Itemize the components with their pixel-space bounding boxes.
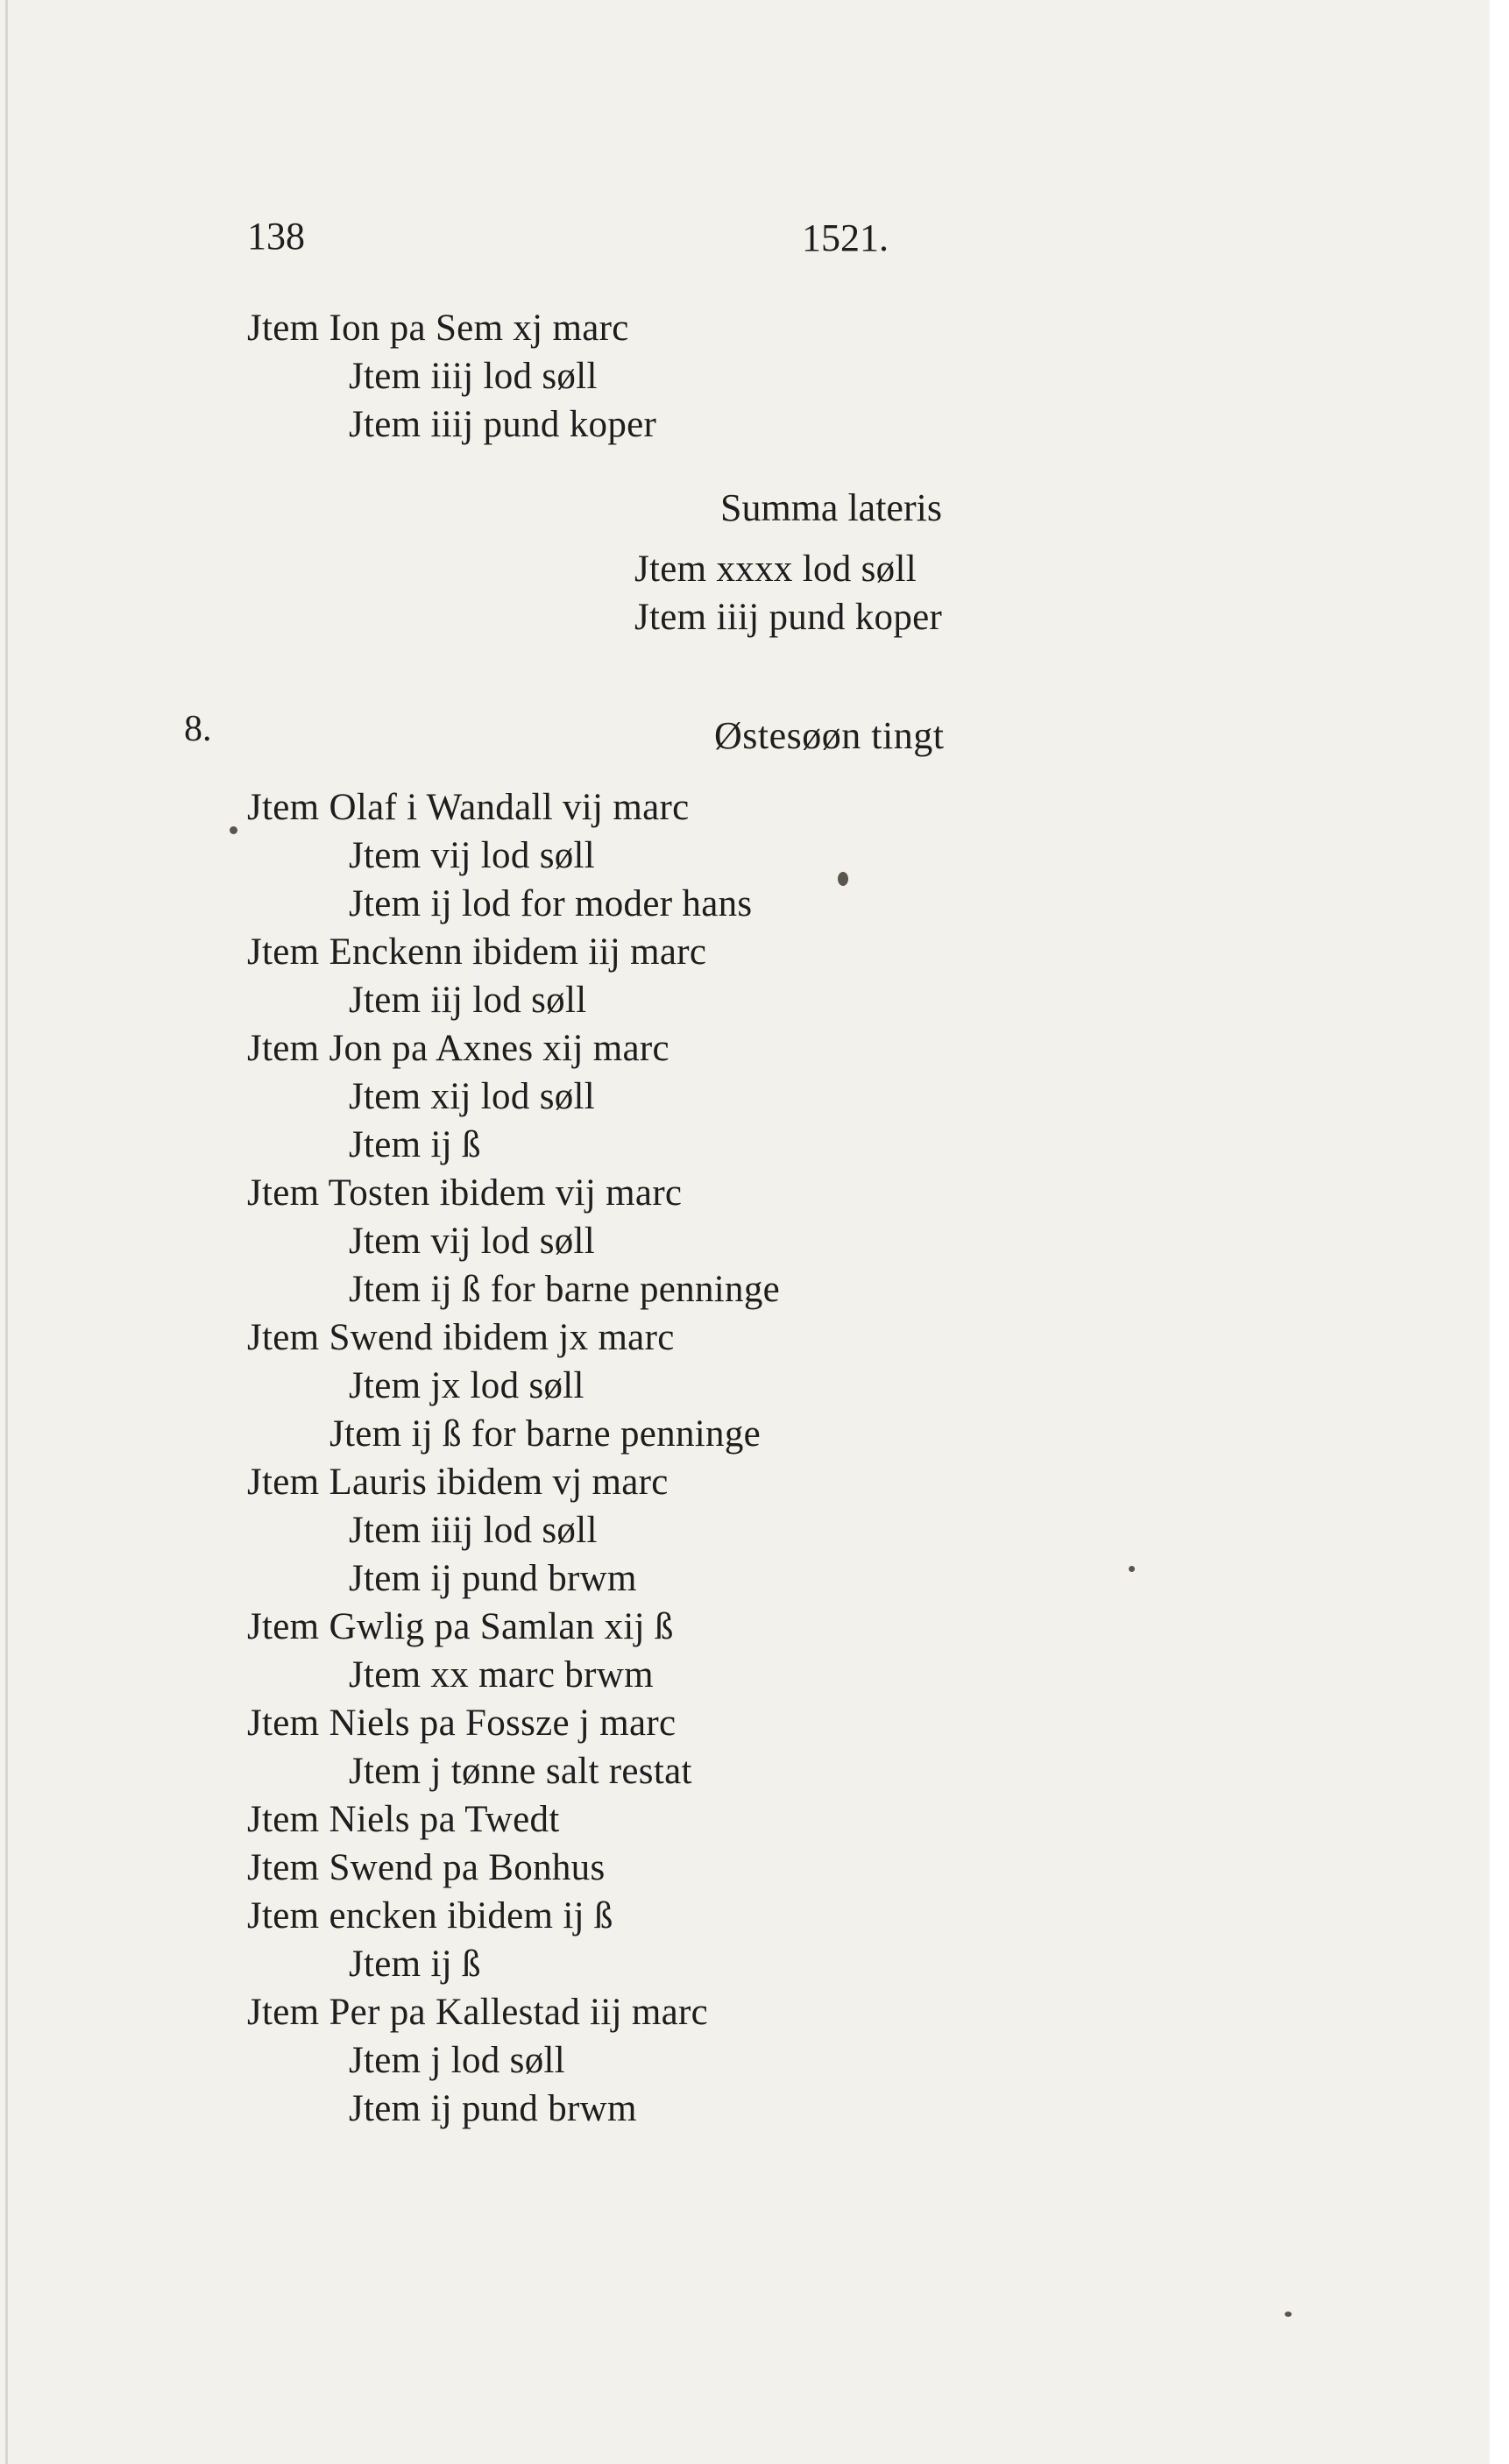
paper-speck: [1285, 2312, 1292, 2317]
entry-line: Jtem Niels pa Fossze j marc: [247, 1703, 677, 1744]
summa-line: Jtem xxxx lod søll: [634, 549, 917, 590]
entry-line: Jtem ij ß: [349, 1944, 481, 1985]
summa-line: Jtem iiij pund koper: [634, 597, 943, 638]
entry-line: Jtem iiij lod søll: [349, 1510, 598, 1551]
entry-line: Jtem xx marc brwm: [349, 1654, 654, 1696]
page-number: 138: [247, 215, 305, 258]
entry-line: Jtem ij ß for barne penninge: [329, 1413, 762, 1455]
paper-speck: [230, 826, 237, 834]
entry-line: Jtem Tosten ibidem vij marc: [247, 1172, 683, 1214]
entry-line: Jtem Per pa Kallestad iij marc: [247, 1992, 709, 2033]
entry-line: Jtem Lauris ibidem vj marc: [247, 1462, 669, 1503]
entry-line: Jtem j lod søll: [349, 2040, 565, 2081]
entry-line: Jtem Ion pa Sem xj marc: [247, 308, 629, 349]
entry-line: Jtem ij pund brwm: [349, 1558, 637, 1599]
entry-line: Jtem vij lod søll: [349, 835, 596, 876]
entry-line: Jtem Enckenn ibidem iij marc: [247, 931, 707, 973]
page-year: 1521.: [802, 216, 889, 259]
paper-speck: [838, 872, 848, 886]
summa-title: Summa lateris: [720, 486, 942, 529]
entry-line: Jtem ij ß for barne penninge: [349, 1269, 781, 1310]
entry-line: Jtem Swend ibidem jx marc: [247, 1317, 675, 1358]
entry-line: Jtem ij ß: [349, 1124, 481, 1165]
entry-line: Jtem ij pund brwm: [349, 2088, 637, 2129]
entry-line: Jtem Niels pa Twedt: [247, 1799, 560, 1840]
entry-line: Jtem iiij pund koper: [349, 404, 657, 445]
entry-line: Jtem Olaf i Wandall vij marc: [247, 787, 690, 828]
entry-line: Jtem ij lod for moder hans: [349, 883, 753, 924]
entry-line: Jtem iij lod søll: [349, 980, 587, 1021]
entry-line: Jtem Swend pa Bonhus: [247, 1847, 606, 1888]
paper-speck: [1129, 1566, 1135, 1572]
entry-line: Jtem Jon pa Axnes xij marc: [247, 1028, 669, 1069]
section-number: 8.: [184, 709, 212, 749]
entry-line: Jtem vij lod søll: [349, 1221, 596, 1262]
entry-line: Jtem iiij lod søll: [349, 356, 598, 397]
entry-line: Jtem encken ibidem ij ß: [247, 1895, 613, 1937]
entry-line: Jtem xij lod søll: [349, 1076, 596, 1117]
entry-line: Jtem jx lod søll: [349, 1365, 584, 1406]
entry-line: Jtem Gwlig pa Samlan xij ß: [247, 1606, 674, 1647]
entry-line: Jtem j tønne salt restat: [349, 1751, 692, 1792]
section-title: Østesøøn tingt: [714, 714, 945, 757]
